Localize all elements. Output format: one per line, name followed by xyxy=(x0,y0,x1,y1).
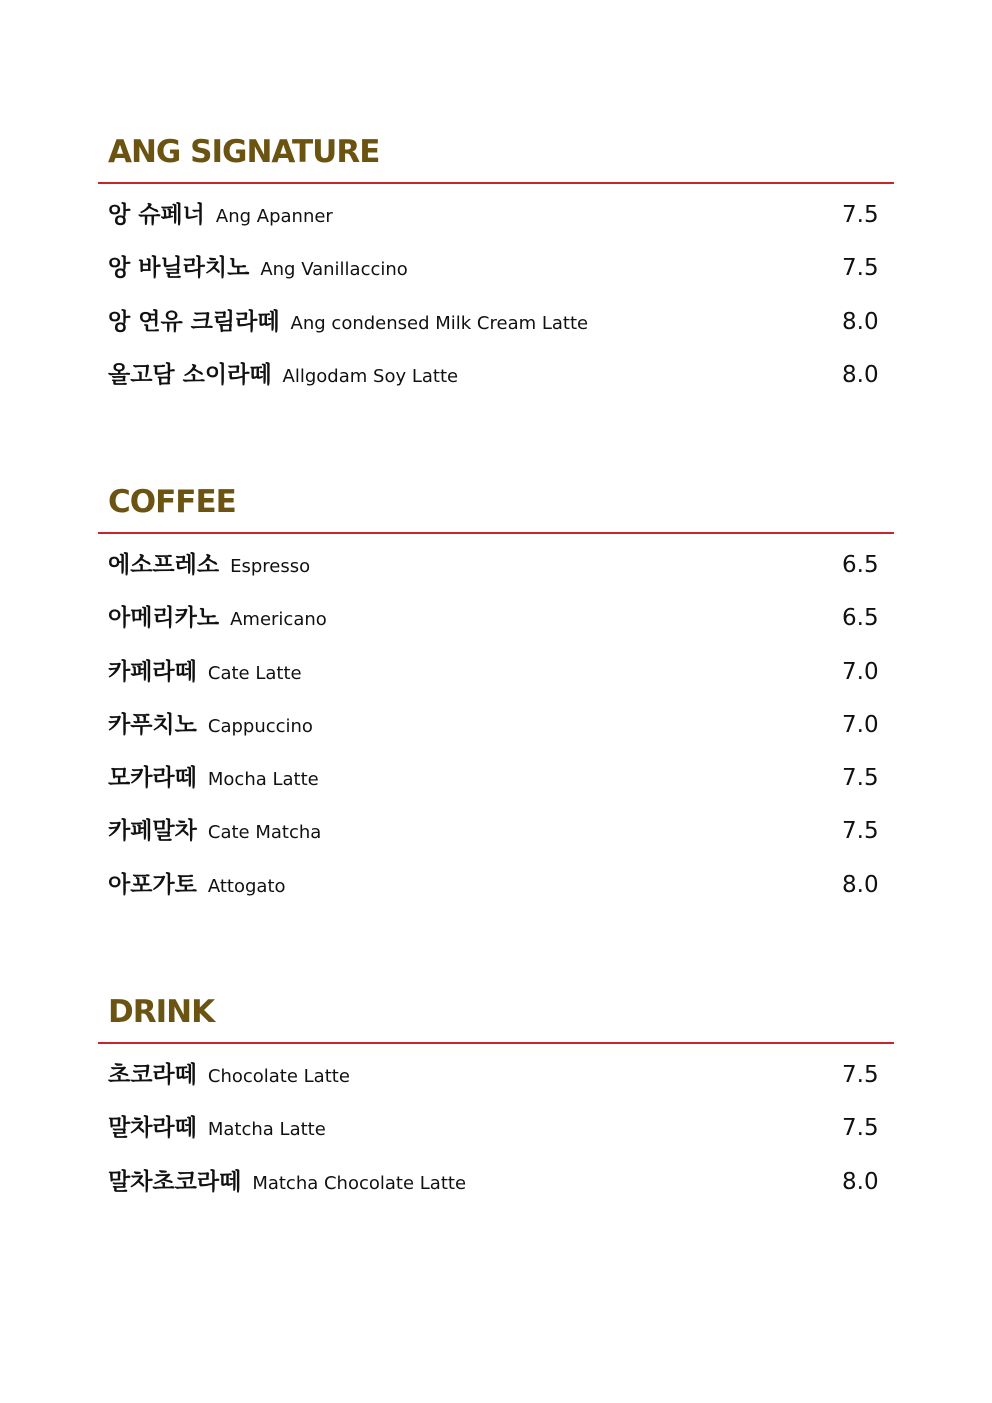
menu-item-korean-name: 아메리카노 xyxy=(108,605,220,632)
menu-item xyxy=(108,307,894,360)
menu-item-english-name: Cate Latte xyxy=(207,662,302,684)
menu-item-price: 7.0 xyxy=(842,658,879,685)
menu-item-name xyxy=(108,200,333,232)
menu-item-korean-name: 말차라떼 xyxy=(108,1115,197,1142)
menu-item-price: 7.5 xyxy=(842,818,879,845)
menu-item xyxy=(108,1113,894,1166)
menu-item-price: 7.5 xyxy=(842,202,879,228)
menu-item-english-name: Americano xyxy=(230,609,327,631)
menu-item-korean-name: 올고담 소이라떼 xyxy=(108,361,272,388)
menu-item-name xyxy=(108,710,313,742)
menu-item xyxy=(108,253,894,306)
menu-item-english-name: Cate Matcha xyxy=(207,822,322,844)
menu-item xyxy=(108,1060,894,1113)
menu-item-english-name: Ang condensed Milk Cream Latte xyxy=(290,312,589,334)
menu-list xyxy=(108,1060,894,1220)
menu-item-price: 6.5 xyxy=(842,605,879,632)
menu-item-korean-name: 아포가토 xyxy=(108,871,197,898)
menu-item-name xyxy=(108,603,327,635)
menu-item-name xyxy=(108,360,458,392)
menu-item-price: 7.5 xyxy=(842,255,879,282)
menu-item-price: 8.0 xyxy=(842,308,879,335)
menu-item xyxy=(108,657,894,710)
menu-item-korean-name: 앙 연유 크림라떼 xyxy=(108,308,280,335)
menu-item xyxy=(108,1167,894,1220)
section-title: ANG SIGNATURE xyxy=(108,134,380,170)
menu-item-korean-name: 초코라떼 xyxy=(108,1062,197,1088)
menu-item-english-name: Attogato xyxy=(207,875,286,897)
menu-item-english-name: Allgodam Soy Latte xyxy=(282,365,459,387)
menu-item-korean-name: 에소프레소 xyxy=(108,552,220,578)
menu-item-name xyxy=(108,816,321,848)
section-divider xyxy=(98,532,894,534)
menu-item-name xyxy=(108,550,310,582)
menu-item xyxy=(108,360,894,413)
menu-item-name xyxy=(108,307,588,339)
section-title: COFFEE xyxy=(108,484,236,520)
menu-item-price: 8.0 xyxy=(842,361,879,388)
menu-list xyxy=(108,550,894,923)
menu-item-price: 7.5 xyxy=(842,765,879,792)
menu-item-korean-name: 모카라떼 xyxy=(108,765,197,792)
menu-item-english-name: Ang Apanner xyxy=(215,206,333,227)
menu-item xyxy=(108,816,894,869)
menu-item-name xyxy=(108,1060,350,1092)
menu-item xyxy=(108,763,894,816)
menu-item-price: 7.0 xyxy=(842,711,879,738)
menu-item-korean-name: 카푸치노 xyxy=(108,711,197,738)
menu-item xyxy=(108,550,894,603)
menu-item-korean-name: 앙 슈페너 xyxy=(108,202,205,228)
menu-item-korean-name: 앙 바닐라치노 xyxy=(108,255,250,282)
menu-item xyxy=(108,710,894,763)
menu-item-korean-name: 말차초코라떼 xyxy=(108,1168,242,1195)
menu-list xyxy=(108,200,894,413)
menu-item-price: 6.5 xyxy=(842,552,879,578)
menu-item-name xyxy=(108,1113,326,1145)
menu-item xyxy=(108,870,894,923)
menu-item-english-name: Matcha Chocolate Latte xyxy=(252,1172,467,1194)
menu-item-name xyxy=(108,870,286,902)
menu-item-english-name: Cappuccino xyxy=(207,715,313,737)
menu-item-english-name: Matcha Latte xyxy=(207,1119,326,1141)
menu-item xyxy=(108,200,894,253)
menu-item-name xyxy=(108,763,319,795)
section-title: DRINK xyxy=(108,994,215,1030)
section-divider xyxy=(98,1042,894,1044)
menu-item-price: 8.0 xyxy=(842,871,879,898)
menu-item-english-name: Espresso xyxy=(230,556,311,577)
menu-item-name xyxy=(108,657,302,689)
menu-item-name xyxy=(108,1167,466,1199)
section-divider xyxy=(98,182,894,184)
menu-item-price: 7.5 xyxy=(842,1062,879,1088)
menu-item-name xyxy=(108,253,408,285)
menu-item-korean-name: 카페말차 xyxy=(108,818,197,845)
menu-item xyxy=(108,603,894,656)
menu-item-price: 8.0 xyxy=(842,1168,879,1195)
menu-item-korean-name: 카페라떼 xyxy=(108,658,197,685)
menu-item-english-name: Chocolate Latte xyxy=(207,1066,350,1087)
menu-item-english-name: Mocha Latte xyxy=(207,769,319,791)
menu-item-price: 7.5 xyxy=(842,1115,879,1142)
menu-item-english-name: Ang Vanillaccino xyxy=(260,259,408,281)
